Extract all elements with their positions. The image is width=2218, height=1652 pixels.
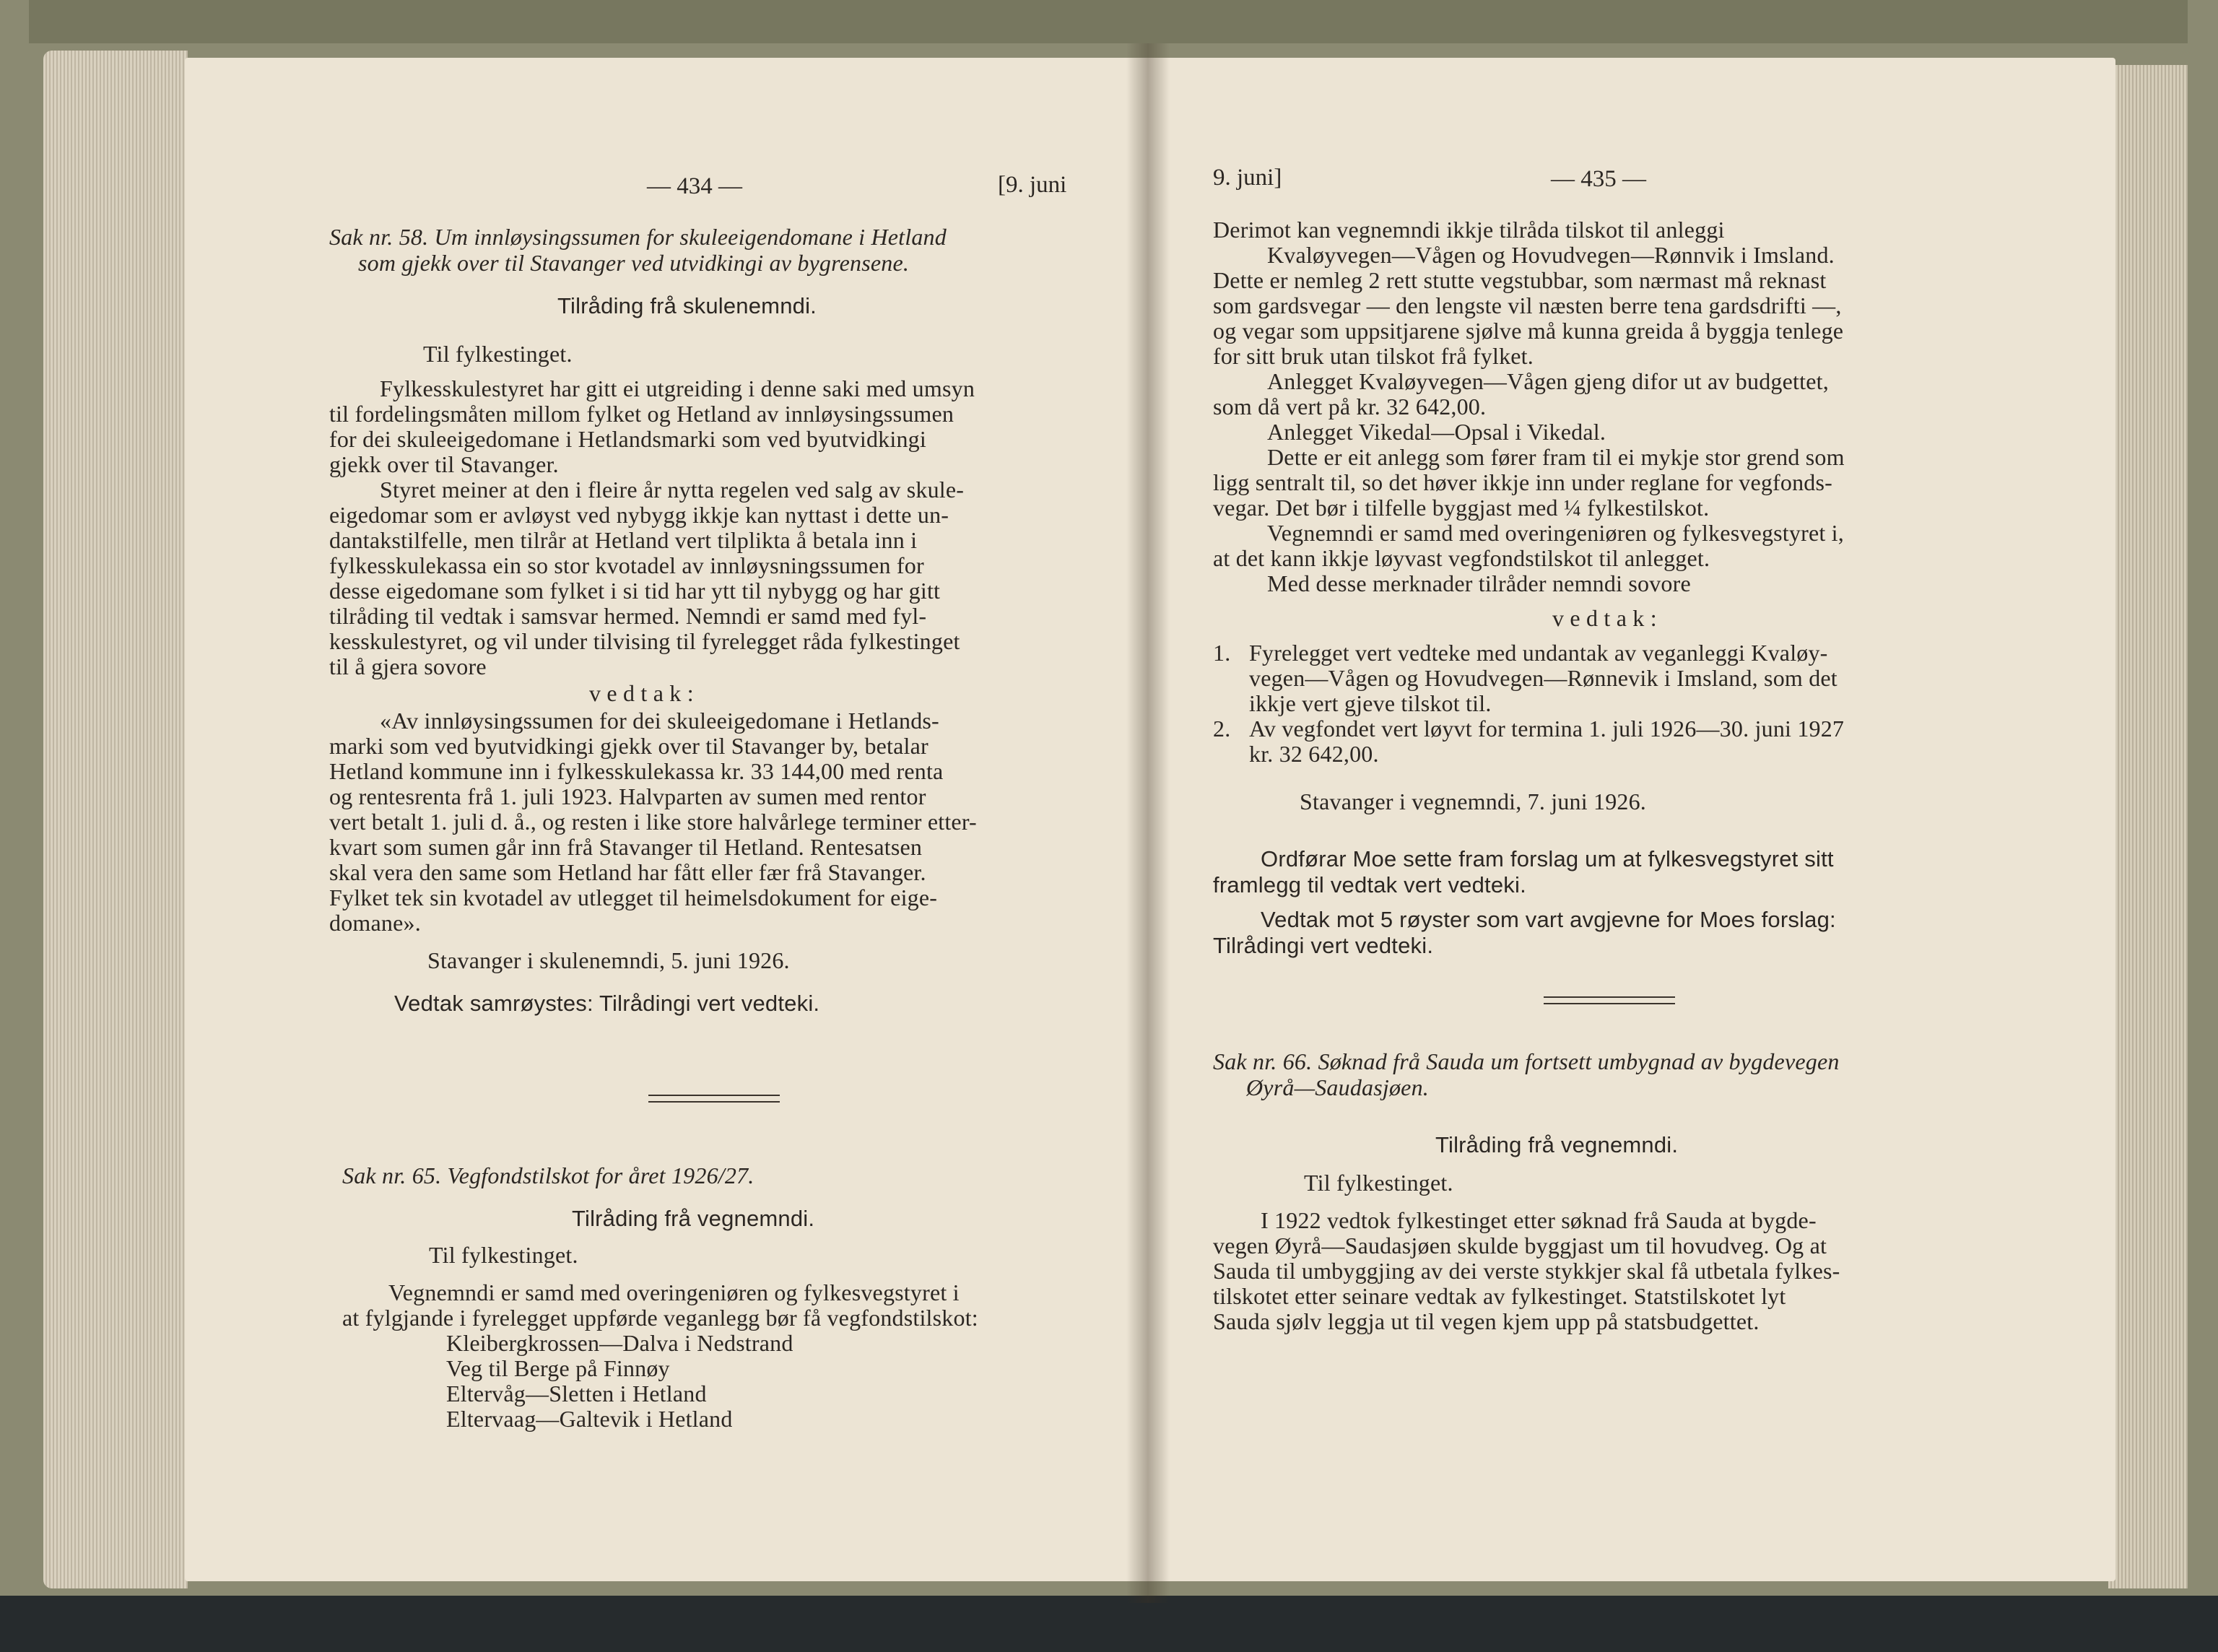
sak65-road: Veg til Berge på Finnøy bbox=[446, 1355, 670, 1381]
continued-line: Anlegget Vikedal—Opsal i Vikedal. bbox=[1267, 419, 1606, 445]
motion-line: framlegg til vedtak vert vedteki. bbox=[1213, 872, 1526, 897]
sak65-salutation: Til fylkestinget. bbox=[429, 1242, 578, 1268]
sak66-body-line: I 1922 vedtok fylkestinget etter søknad frå Sauda at bygde- bbox=[1261, 1207, 1817, 1233]
sak66-title-line: Sak nr. 66. Søknad frå Sauda um fortsett umbygnad av bygdevegen bbox=[1213, 1048, 1840, 1074]
item-number: 1. bbox=[1213, 640, 1231, 666]
continued-line: for sitt bruk utan tilskot frå fylket. bbox=[1213, 343, 1534, 369]
right-page-number: — 435 — bbox=[1551, 166, 1646, 192]
continued-line: vegar. Det bør i tilfelle byggjast med ¼ fylkestilskot. bbox=[1213, 495, 1710, 521]
section-divider bbox=[648, 1095, 780, 1096]
left-page bbox=[185, 58, 1148, 1581]
continued-line: og vegar som uppsitjarene sjølve må kunna greida å byggja tenlege bbox=[1213, 318, 1844, 344]
sak58-vedtak-line: Hetland kommune inn i fylkesskulekassa kr. 33 144,00 med renta bbox=[329, 758, 944, 784]
book-spine-shadow bbox=[1126, 43, 1170, 1603]
sak58-vedtak-line: skal vera den same som Hetland har fått eller fær frå Stavanger. bbox=[329, 859, 926, 885]
item-line: kr. 32 642,00. bbox=[1249, 741, 1379, 767]
sak58-salutation: Til fylkestinget. bbox=[423, 341, 573, 367]
continued-line: at det kann ikkje løyvast vegfondstilskot til anlegget. bbox=[1213, 545, 1710, 571]
item-line: Fyrelegget vert vedteke med undantak av veganleggi Kvaløy- bbox=[1249, 640, 1828, 666]
continued-line: Med desse merknader tilråder nemndi sovore bbox=[1267, 570, 1691, 596]
page-stack-left bbox=[43, 51, 188, 1588]
motion-line: Tilrådingi vert vedteki. bbox=[1213, 933, 1434, 958]
sak66-heading: Tilråding frå vegnemndi. bbox=[1435, 1132, 1679, 1157]
right-place-date: Stavanger i vegnemndi, 7. juni 1926. bbox=[1300, 788, 1647, 814]
sak58-vedtak-line: kvart som sumen går inn frå Stavanger til Hetland. Rentesatsen bbox=[329, 834, 923, 860]
continued-line: Derimot kan vegnemndi ikkje tilråda tilskot til anleggi bbox=[1213, 217, 1725, 243]
background-surface bbox=[0, 1596, 2218, 1652]
sak58-body-line: til å gjera sovore bbox=[329, 653, 487, 679]
sak58-heading: Tilråding frå skulenemndi. bbox=[557, 293, 817, 318]
sak58-vedtak-label: v e d t a k : bbox=[589, 680, 694, 706]
sak58-body-line: eigedomar som er avløyst ved nybygg ikkje kan nyttast i dette un- bbox=[329, 502, 949, 528]
item-number: 2. bbox=[1213, 716, 1231, 742]
sak58-title-line: som gjekk over til Stavanger ved utvidkingi av bygrensene. bbox=[358, 250, 910, 276]
right-page-date: 9. juni] bbox=[1213, 165, 1282, 191]
continued-line: som då vert på kr. 32 642,00. bbox=[1213, 394, 1487, 419]
sak65-heading: Tilråding frå vegnemndi. bbox=[572, 1206, 815, 1231]
sak58-vedtak-line: vert betalt 1. juli d. å., og resten i like store halvårlege terminer etter- bbox=[329, 809, 977, 835]
sak65-title: Sak nr. 65. Vegfondstilskot for året 1926/27. bbox=[342, 1162, 754, 1188]
motion-line: Vedtak mot 5 røyster som vart avgjevne for Moes forslag: bbox=[1261, 907, 1836, 932]
sak58-body-line: til fordelingsmåten millom fylket og Hetland av innløysingssumen bbox=[329, 401, 954, 427]
continued-line: Anlegget Kvaløyvegen—Vågen gjeng difor ut av budgettet, bbox=[1267, 368, 1829, 394]
section-divider bbox=[1544, 996, 1675, 998]
sak58-vedtak-line: marki som ved byutvidkingi gjekk over til Stavanger by, betalar bbox=[329, 733, 928, 759]
sak65-road: Kleibergkrossen—Dalva i Nedstrand bbox=[446, 1330, 793, 1356]
left-page-date: [9. juni bbox=[998, 172, 1067, 198]
sak58-body-line: fylkesskulekassa ein so stor kvotadel av innløysningssumen for bbox=[329, 552, 924, 578]
right-vedtak-label: v e d t a k : bbox=[1552, 605, 1657, 631]
sak66-body-line: vegen Øyrå—Saudasjøen skulde byggjast um til hovudveg. Og at bbox=[1213, 1233, 1827, 1258]
sak65-body-line: at fylgjande i fyrelegget uppførde veganlegg bør få vegfondstilskot: bbox=[342, 1305, 978, 1331]
sak65-road: Eltervaag—Galtevik i Hetland bbox=[446, 1406, 733, 1432]
continued-line: som gardsvegar — den lengste vil næsten berre tena gardsdrifti —, bbox=[1213, 292, 1842, 318]
page-stack-right bbox=[2108, 65, 2188, 1588]
sak58-body-line: Styret meiner at den i fleire år nytta regelen ved salg av skule- bbox=[380, 477, 965, 503]
sak58-title-line: Sak nr. 58. Um innløysingssumen for skuleeigendomane i Hetland bbox=[329, 224, 947, 250]
sak65-road: Eltervåg—Sletten i Hetland bbox=[446, 1381, 707, 1407]
sak66-body-line: Sauda sjølv leggja ut til vegen kjem upp på statsbudgettet. bbox=[1213, 1308, 1760, 1334]
sak66-body-line: tilskotet etter seinare vedtak av fylkestinget. Statstilskotet lyt bbox=[1213, 1283, 1786, 1309]
continued-line: Dette er nemleg 2 rett stutte vegstubbar, som nærmast må reknast bbox=[1213, 267, 1827, 293]
section-divider bbox=[648, 1101, 780, 1103]
sak58-decision: Vedtak samrøystes: Tilrådingi vert vedteki. bbox=[394, 991, 820, 1016]
sak58-body-line: tilråding til vedtak i samsvar hermed. Nemndi er samd med fyl- bbox=[329, 603, 927, 629]
sak58-body-line: dantakstilfelle, men tilrår at Hetland vert tilplikta å betala inn i bbox=[329, 527, 918, 553]
sak65-body-line: Vegnemndi er samd med overingeniøren og fylkesvegstyret i bbox=[388, 1279, 960, 1305]
continued-line: Kvaløyvegen—Vågen og Hovudvegen—Rønnvik i Imsland. bbox=[1267, 242, 1835, 268]
continued-line: ligg sentralt til, so det høver ikkje inn under reglane for vegfonds- bbox=[1213, 469, 1833, 495]
sak66-title-line: Øyrå—Saudasjøen. bbox=[1246, 1074, 1429, 1100]
right-page bbox=[1148, 58, 2115, 1581]
item-line: Av vegfondet vert løyvt for termina 1. juli 1926—30. juni 1927 bbox=[1249, 716, 1845, 742]
item-line: ikkje vert gjeve tilskot til. bbox=[1249, 690, 1492, 716]
sak66-salutation: Til fylkestinget. bbox=[1304, 1170, 1453, 1196]
sak58-body-line: Fylkesskulestyret har gitt ei utgreiding i denne saki med umsyn bbox=[380, 375, 975, 401]
sak58-vedtak-line: domane». bbox=[329, 910, 421, 936]
book-cover-top bbox=[29, 0, 2188, 43]
sak58-body-line: for dei skuleeigedomane i Hetlandsmarki som ved byutvidkingi bbox=[329, 426, 926, 452]
sak58-place-date: Stavanger i skulenemndi, 5. juni 1926. bbox=[427, 947, 790, 973]
sak66-body-line: Sauda til umbyggjing av dei verste stykkjer skal få utbetala fylkes- bbox=[1213, 1258, 1840, 1284]
left-page-number: — 434 — bbox=[647, 173, 742, 199]
motion-line: Ordførar Moe sette fram forslag um at fylkesvegstyret sitt bbox=[1261, 846, 1834, 871]
item-line: vegen—Vågen og Hovudvegen—Rønnevik i Imsland, som det bbox=[1249, 665, 1838, 691]
sak58-body-line: kesskulestyret, og vil under tilvising til fyrelegget råda fylkestinget bbox=[329, 628, 960, 654]
continued-line: Vegnemndi er samd med overingeniøren og fylkesvegstyret i, bbox=[1267, 520, 1844, 546]
sak58-body-line: gjekk over til Stavanger. bbox=[329, 451, 559, 477]
sak58-body-line: desse eigedomane som fylket i si tid har ytt til nybygg og har gitt bbox=[329, 578, 941, 604]
continued-line: Dette er eit anlegg som fører fram til ei mykje stor grend som bbox=[1267, 444, 1845, 470]
section-divider bbox=[1544, 1003, 1675, 1004]
sak58-vedtak-line: «Av innløysingssumen for dei skuleeigedomane i Hetlands- bbox=[380, 708, 939, 734]
sak58-vedtak-line: og rentesrenta frå 1. juli 1923. Halvparten av sumen med rentor bbox=[329, 783, 926, 809]
sak58-vedtak-line: Fylket tek sin kvotadel av utlegget til heimelsdokument for eige- bbox=[329, 884, 938, 910]
